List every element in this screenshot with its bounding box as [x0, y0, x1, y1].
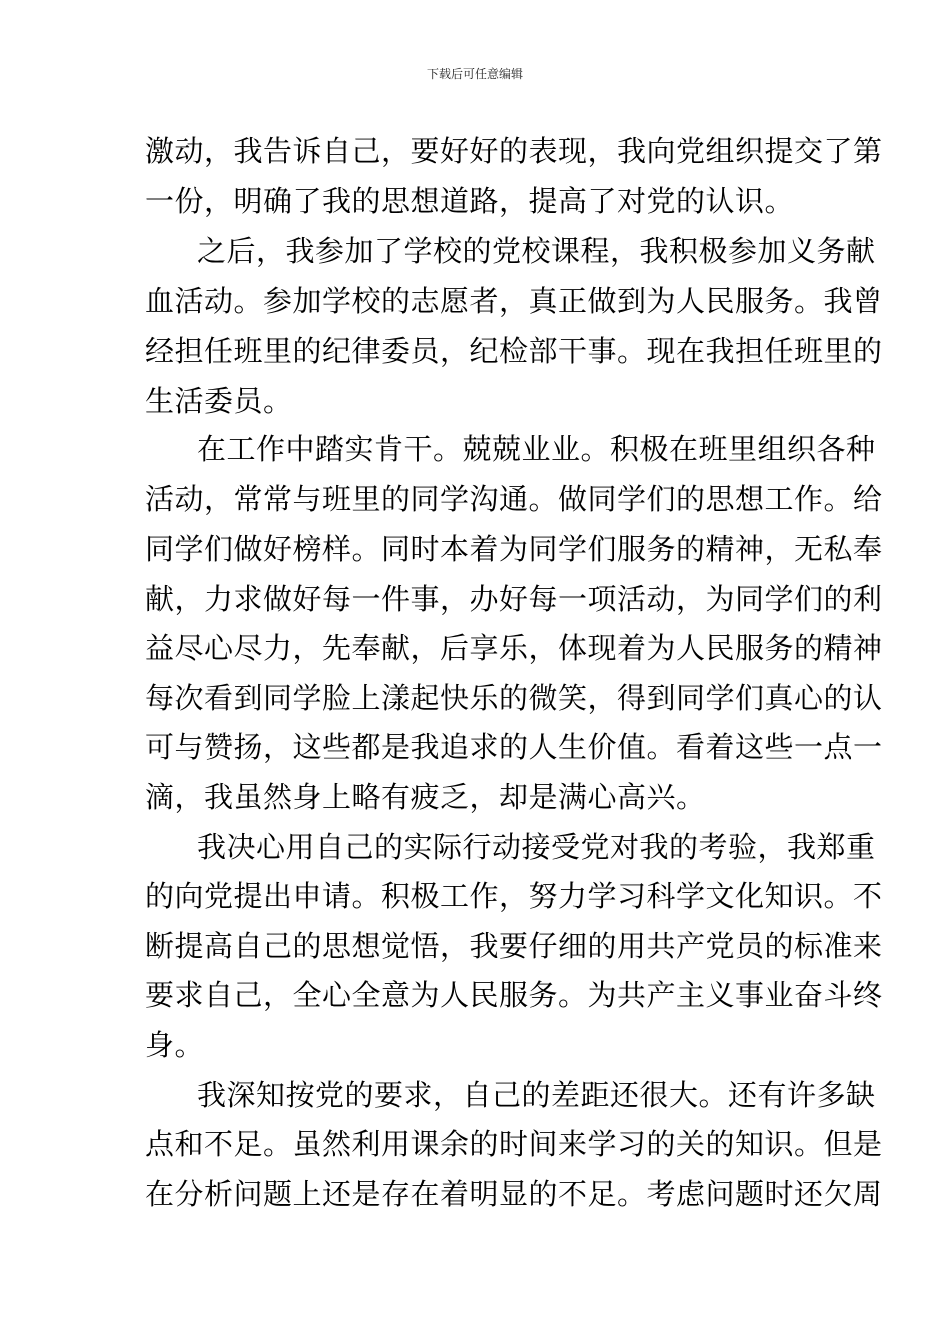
- page-header-note: 下载后可任意编辑: [426, 67, 523, 81]
- text-line-16: 的向党提出申请。积极工作，努力学习科学文化知识。不: [145, 879, 883, 913]
- text-line-15: 我决心用自己的实际行动接受党对我的考验，我郑重: [197, 830, 876, 864]
- text-line-12: 每次看到同学脸上漾起快乐的微笑，得到同学们真心的认: [145, 681, 883, 715]
- text-line-10: 献，力求做好每一件事，办好每一项活动，为同学们的利: [145, 582, 883, 616]
- text-line-4: 血活动。参加学校的志愿者，真正做到为人民服务。我曾: [145, 284, 883, 318]
- text-line-7: 在工作中踏实肯干。兢兢业业。积极在班里组织各种: [197, 432, 876, 466]
- text-line-13: 可与赞扬，这些都是我追求的人生价值。看着这些一点一: [145, 730, 883, 764]
- text-line-18: 要求自己，全心全意为人民服务。为共产主义事业奋斗终: [145, 978, 883, 1012]
- text-line-14: 滴，我虽然身上略有疲乏，却是满心高兴。: [145, 780, 706, 814]
- text-line-20: 我深知按党的要求，自己的差距还很大。还有许多缺: [197, 1078, 876, 1112]
- text-line-8: 活动，常常与班里的同学沟通。做同学们的思想工作。给: [145, 482, 883, 516]
- text-line-3: 之后，我参加了学校的党校课程，我积极参加义务献: [197, 234, 876, 268]
- text-line-19: 身。: [145, 1028, 205, 1062]
- text-line-22: 在分析问题上还是存在着明显的不足。考虑问题时还欠周: [145, 1177, 883, 1211]
- text-line-21: 点和不足。虽然利用课余的时间来学习的关的知识。但是: [145, 1127, 883, 1161]
- text-line-2: 一份，明确了我的思想道路，提高了对党的认识。: [145, 184, 795, 218]
- text-line-5: 经担任班里的纪律委员，纪检部干事。现在我担任班里的: [145, 334, 883, 368]
- text-line-11: 益尽心尽力，先奉献，后享乐，体现着为人民服务的精神: [145, 631, 883, 665]
- text-line-1: 激动，我告诉自己，要好好的表现，我向党组织提交了第: [145, 134, 883, 168]
- text-line-6: 生活委员。: [145, 384, 293, 418]
- text-line-17: 断提高自己的思想觉悟，我要仔细的用共产党员的标准来: [145, 929, 883, 963]
- text-line-9: 同学们做好榜样。同时本着为同学们服务的精神，无私奉: [145, 532, 883, 566]
